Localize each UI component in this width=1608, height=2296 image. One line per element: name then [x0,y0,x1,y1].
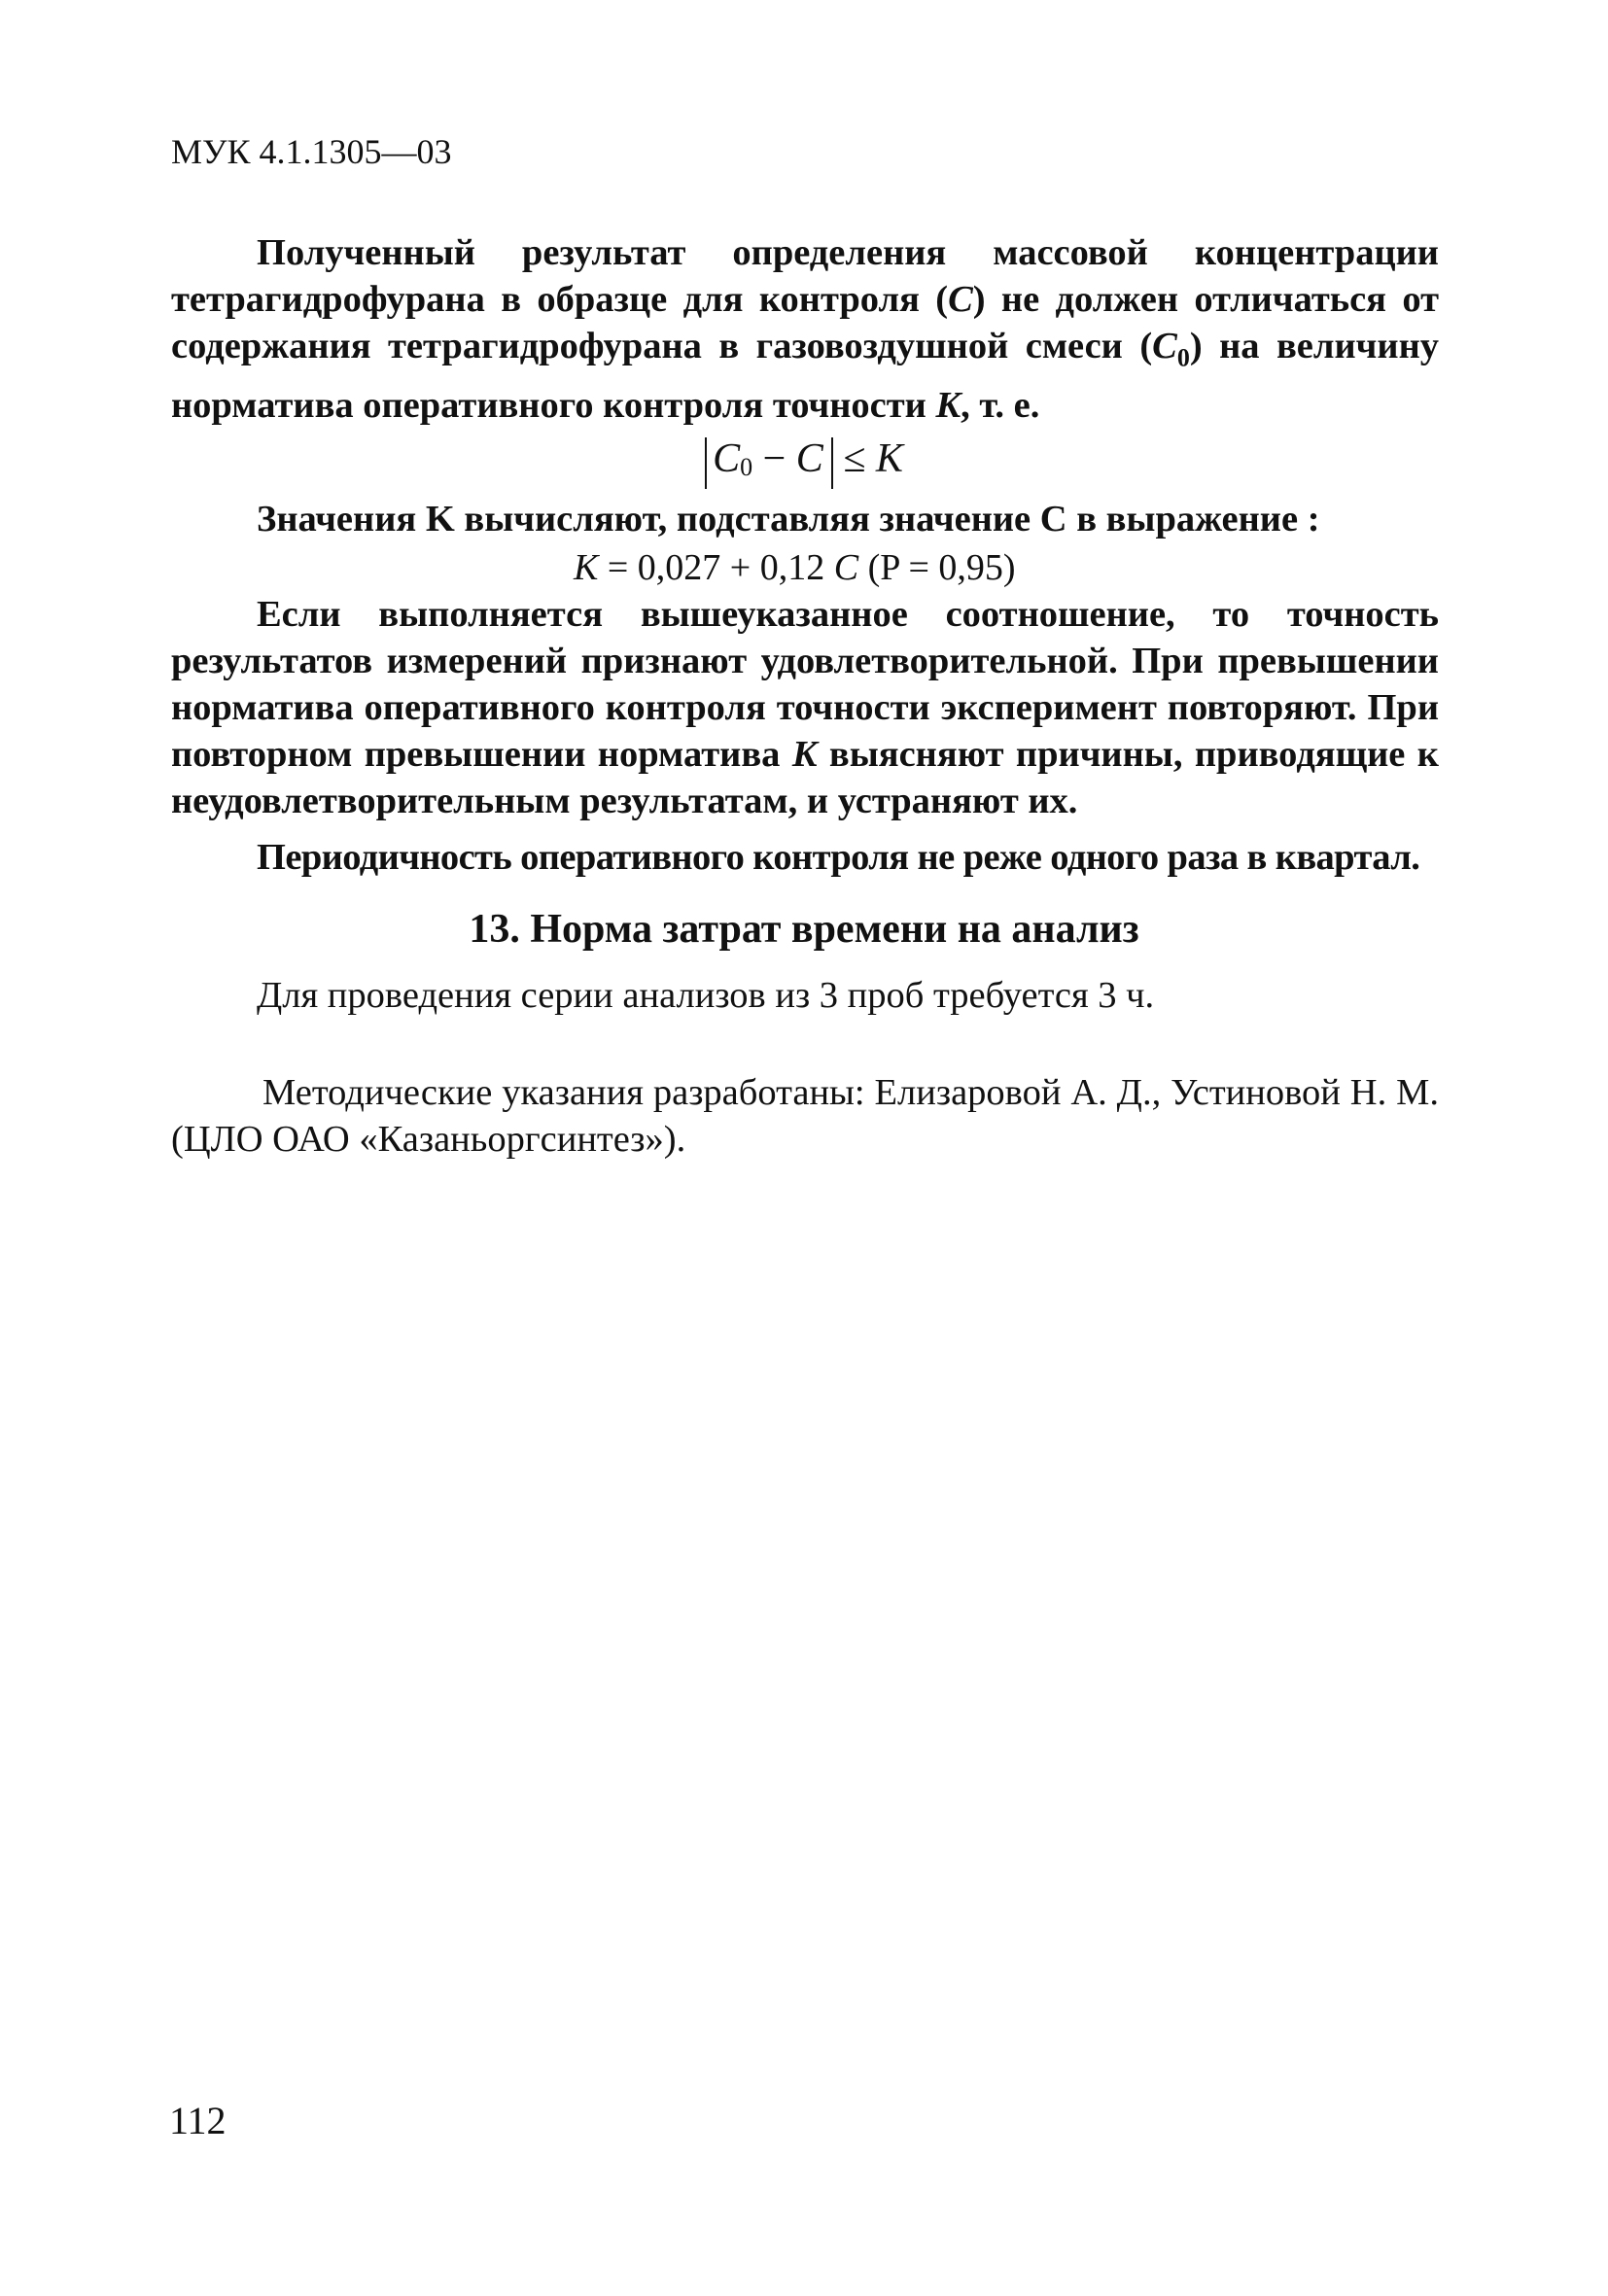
variable-k: K [791,734,818,775]
paragraph-k-values: Значения K вычисляют, подставляя значение C в выражение : [257,499,1320,539]
formula-inequality [0,435,1608,489]
formula-k-expression [574,544,1016,591]
paragraph-text: ) на величину норматива оперативного контроля точности [171,326,1440,426]
paragraph-authors: Методические указания разработаны: Елизаровой А. Д., Устиновой Н. М. (ЦЛО ОАО «Казаньоргсинтез»). [171,1072,1439,1160]
variable-c: C [948,279,973,320]
paragraph-time-norm: Для проведения серии анализов из 3 проб требуется 3 ч. [257,975,1155,1016]
formula-k: K [875,436,903,481]
variable-k: K [935,384,961,426]
formula-c0-subscript: 0 [740,453,753,481]
formula2-c: C [833,547,859,588]
variable-c0-subscript: 0 [1176,343,1190,372]
paragraph-text: , т. е. [961,384,1040,426]
paragraph-text: выясняют причины, приводящие к неудовлетворительным результатам, и устраняют их. [171,734,1439,821]
variable-c0: C [1152,326,1177,366]
paragraph-periodicity: Периодичность оперативного контроля не реже одного раза в квартал. [257,837,1420,878]
document-code-header: МУК 4.1.1305—03 [171,132,452,171]
section-13-heading: 13. Норма затрат времени на анализ [469,907,1139,952]
paragraph-text: ) не должен отличаться от содержания тетрагидрофурана в газовоздушной смеси ( [171,279,1440,366]
formula-leq: ≤ [832,436,876,481]
paragraph-text: Если выполняется вышеуказанное соотношение, то точность результатов измерений признают удовлетворительной. При превышении норматива оперативного контроля точности эксперимент повторяют. При повторном превышении норматива [171,594,1439,775]
paragraph-text: Полученный результат определения массовой концентрации тетрагидрофурана в образце для контроля ( [171,232,1439,320]
formula2-k: K [574,547,599,588]
paragraph-control-result [171,229,1439,429]
formula2-expression: = 0,027 + 0,12 [598,547,834,588]
page-number: 112 [169,2099,227,2142]
absolute-value [705,437,833,489]
paragraph-accuracy-check [171,591,1439,824]
formula-c0: C [713,436,741,481]
formula-minus: − [752,436,796,481]
formula2-condition: (P = 0,95) [858,547,1016,588]
formula-c: C [795,436,823,481]
